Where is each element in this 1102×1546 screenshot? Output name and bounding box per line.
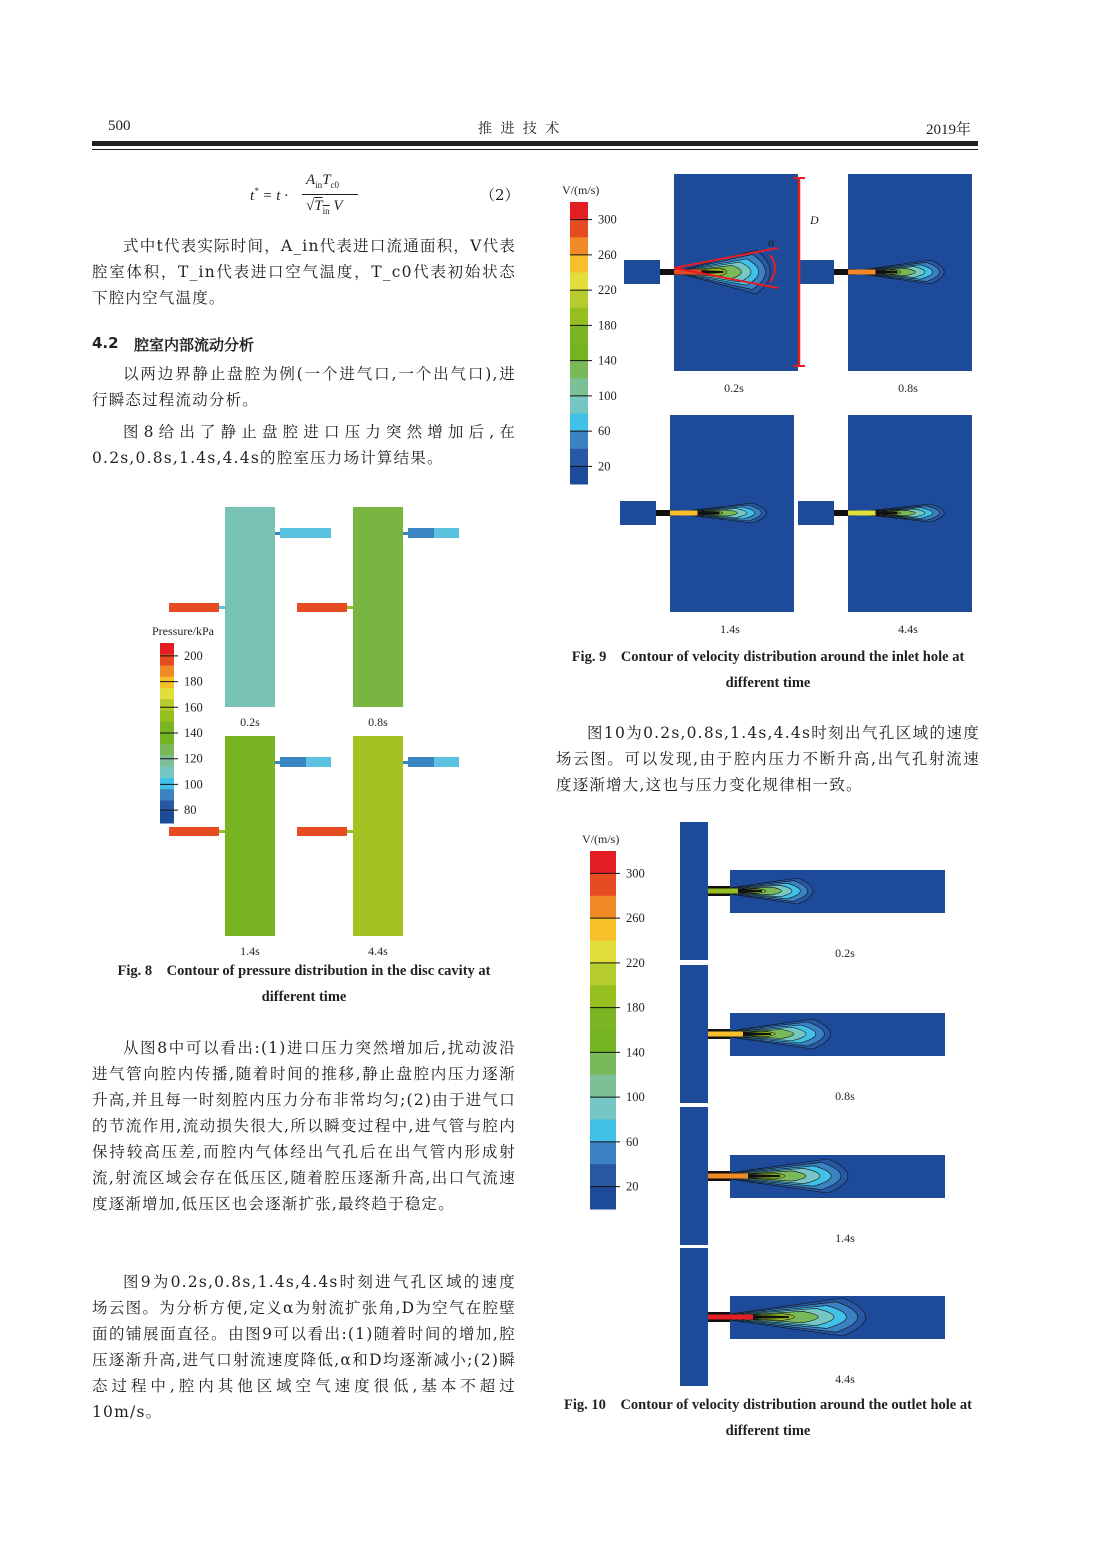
fig10-cavity-wall [680,822,708,960]
fig9-figure [560,170,980,640]
fig9-inlet-plenum [798,501,834,525]
fig9-legend-swatch [570,220,588,238]
fig8-outlet-hole [403,532,408,535]
fig9-inlet-hole [834,510,848,516]
fig8-legend-tick-label: 100 [184,777,203,792]
fig9-D-label: D [810,213,819,227]
page-number: 500 [108,118,131,134]
fig9-inlet-hole [660,269,674,275]
fig10-legend-title: V/(m/s) [582,832,620,846]
paragraph-definitions: 式中t代表实际时间，A_in代表进口流通面积，V代表腔室体积，T_in代表进口空气温度，T_c0代表初始状态下腔内空气温度。 [92,237,516,307]
journal-title: 推 进 技 术 [478,121,562,137]
fig10-cavity-wall [680,1107,708,1245]
fig10-cavity-wall [680,965,708,1103]
year: 2019年 [926,122,972,138]
fig9-jet-core-hot [848,270,876,275]
fig9-legend-title: V/(m/s) [562,183,600,197]
fig10-legend-tick-label: 180 [626,1000,645,1015]
fig9-legend-swatch [570,396,588,414]
fig8-panel-label: 0.8s [368,715,388,729]
fig9-panel-label: 1.4s [720,622,740,636]
fig10-legend-tick-label: 300 [626,866,645,881]
fig8-inlet-hole [347,830,353,833]
fig9-legend-swatch [570,237,588,255]
fig8-legend-swatch [160,677,174,689]
fig8-outlet-pipe-a [408,528,434,538]
fig10-panel-label: 1.4s [835,1231,855,1245]
fig8-outlet-pipe-b [306,528,331,538]
fig10-legend-tick-label: 60 [626,1134,639,1149]
fig10-legend-tick-label: 220 [626,955,645,970]
fig8-outlet-pipe-b [434,528,459,538]
fig9-legend-swatch [570,431,588,449]
fig8-cavity-0.8s [353,507,403,707]
fig8-legend-swatch [160,722,174,734]
fig10-legend-swatch [590,963,616,986]
fig9-contour-plot [560,170,980,640]
fig10-legend-swatch [590,1164,616,1187]
fig8-legend-swatch [160,688,174,700]
fig8-legend-tick-label: 160 [184,700,203,715]
fig8-legend-title: Pressure/kPa [152,624,214,638]
fig9-jet-core-hot [670,511,698,516]
fig8-legend-tick-label: 200 [184,648,203,663]
fig9-legend-tick-label: 20 [598,459,611,474]
fig10-legend-tick-label: 140 [626,1045,645,1060]
fig9-legend-swatch [570,255,588,273]
paragraph-fig10-intro: 图10为0.2s,0.8s,1.4s,4.4s时刻出气孔区域的速度场云图。可以发现,由于腔内压力不断升高,出气孔射流速度逐渐增大,这也与压力变化规律相一致。 [556,724,980,794]
fig8-legend-swatch [160,733,174,745]
fig8-inlet-pipe [297,603,347,612]
fig8-outlet-pipe-a [280,757,306,767]
fig8-inlet-hole [219,830,225,833]
fig10-legend-swatch [590,1075,616,1098]
fig10-legend-swatch [590,1052,616,1075]
fig8-legend-swatch [160,767,174,779]
fig8-legend-tick-label: 180 [184,674,203,689]
fig8-legend-swatch [160,756,174,768]
fig8-panel-label: 0.2s [240,715,260,729]
fig8-legend-swatch [160,666,174,678]
fig10-legend-tick-label: 260 [626,911,645,926]
fig8-cavity-1.4s [225,736,275,936]
fig9-legend-swatch [570,414,588,432]
fig8-outlet-hole [275,532,280,535]
fig9-legend-swatch [570,361,588,379]
fig8-legend-swatch [160,643,174,655]
fig8-legend-swatch [160,812,174,824]
fig8-legend-swatch [160,789,174,801]
fig8-legend-swatch [160,778,174,790]
fig8-inlet-hole [219,606,225,609]
fig10-panel-label: 0.2s [835,946,855,960]
fig10-legend-tick-label: 20 [626,1179,639,1194]
equation-number: （2） [480,186,520,204]
fig10-legend-swatch [590,896,616,919]
fig10-legend-tick-label: 100 [626,1090,645,1105]
header-rule-thick [92,141,978,146]
fig9-panel-label: 4.4s [898,622,918,636]
fig10-legend-swatch [590,1187,616,1210]
fig8-inlet-pipe [297,827,347,836]
fig8-outlet-hole [275,761,280,764]
fig9-inlet-plenum [620,501,656,525]
fig10-contour-plot [580,820,980,1390]
section-title: 腔室内部流动分析 [134,336,255,354]
fig8-outlet-pipe-a [408,757,434,767]
fig9-inlet-plenum [798,260,834,284]
fig8-outlet-pipe-b [306,757,331,767]
fig9-legend-swatch [570,466,588,484]
fig10-legend-swatch [590,1030,616,1053]
fig10-legend-swatch [590,985,616,1008]
fig10-legend-swatch [590,851,616,874]
fig9-legend-tick-label: 180 [598,318,617,333]
fig9-inlet-hole [656,510,670,516]
fig10-legend-swatch [590,873,616,896]
fig8-outlet-pipe-a [280,528,306,538]
fig9-legend-swatch [570,343,588,361]
fig8-legend-tick-label: 80 [184,803,197,818]
fig9-legend-tick-label: 260 [598,247,617,262]
fig10-legend-swatch [590,918,616,941]
fig8-contour-plot [140,500,520,960]
paragraph-fig8-intro: 图8给出了静止盘腔进口压力突然增加后,在0.2s,0.8s,1.4s,4.4s的腔室压力场计算结果。 [92,423,516,467]
fig10-panel-label: 4.4s [835,1372,855,1386]
fig9-legend-swatch [570,449,588,467]
fig8-inlet-hole [347,606,353,609]
fig8-legend-tick-label: 140 [184,726,203,740]
paragraph-fig8-analysis: 从图8中可以看出:(1)进口压力突然增加后,扰动波沿进气管向腔内传播,随着时间的推移,静止盘腔内压力逐渐升高,并且每一时刻腔内压力分布非常均匀;(2)由于进气口的节流作用,流动损失很大,所以瞬变过程中,进气管与腔内保持较高压差,而腔内气体经出气孔后在出气管内形成射流,射流区域会存在低压区,随着腔压逐渐升高,出口气流速度逐渐增加,低压区也会逐渐扩张,最终趋于稳定。 [92,1039,516,1213]
fig8-outlet-pipe-b [434,757,459,767]
fig9-alpha-label: α [768,235,775,249]
fig9-legend-swatch [570,325,588,343]
fig8-cavity-4.4s [353,736,403,936]
fig10-figure [580,820,980,1390]
fig9-legend-tick-label: 140 [598,353,617,368]
fig9-inlet-hole [834,269,848,275]
fig9-legend-tick-label: 220 [598,283,617,298]
fig9-legend-swatch [570,290,588,308]
fig10-jet-core-hot [708,1315,753,1320]
fig8-panel-label: 1.4s [240,944,260,958]
fig9-legend-tick-label: 100 [598,388,617,403]
header-rule-thin [92,149,978,150]
fig8-inlet-pipe [169,603,219,612]
fig10-legend-swatch [590,1097,616,1120]
fig9-legend-tick-label: 300 [598,212,617,227]
section-number: 4.2 [92,334,119,352]
fig8-figure [140,500,520,960]
fig8-inlet-pipe [169,827,219,836]
fig9-jet-core-hot [848,511,876,516]
fig9-legend-swatch [570,202,588,220]
fig9-legend-swatch [570,273,588,291]
fig8-panel-label: 4.4s [368,944,388,958]
fig9-legend-tick-label: 60 [598,424,611,439]
fig9-caption: Fig. 9 Contour of velocity distribution around the inlet hole at different time [571,649,965,691]
fig10-legend-swatch [590,1120,616,1143]
fig10-cavity-wall [680,1248,708,1386]
fig8-caption: Fig. 8 Contour of pressure distribution in the disc cavity at different time [117,963,491,1005]
fig8-outlet-hole [403,761,408,764]
fig10-panel-label: 0.8s [835,1089,855,1103]
fig10-legend-swatch [590,1142,616,1165]
fig9-legend-swatch [570,308,588,326]
paragraph-fig9-analysis: 图9为0.2s,0.8s,1.4s,4.4s时刻进气孔区域的速度场云图。为分析方便,定义α为射流扩张角,D为空气在腔壁面的铺展面直径。由图9可以看出:(1)随着时间的增加,腔压逐渐升高,进气口射流速度降低,α和D均逐渐减小;(2)瞬态过程中,腔内其他区域空气速度很低,基本不超过10m/s。 [92,1273,516,1421]
fig9-panel-label: 0.2s [724,381,744,395]
fig8-legend-swatch [160,699,174,711]
fig8-legend-tick-label: 120 [184,751,203,766]
fig10-jet-core-hot [708,1032,743,1037]
fig8-legend-swatch [160,744,174,756]
fig8-legend-swatch [160,711,174,723]
fig8-cavity-0.2s [225,507,275,707]
fig10-jet-core-hot [708,1174,748,1179]
fig10-caption: Fig. 10 Contour of velocity distribution around the outlet hole at different time [564,1397,972,1439]
fig9-legend-swatch [570,378,588,396]
fig10-jet-core-hot [708,889,738,894]
fig10-legend-swatch [590,941,616,964]
fig9-panel-label: 0.8s [898,381,918,395]
fig10-legend-swatch [590,1008,616,1031]
fig9-inlet-plenum [624,260,660,284]
paragraph-example: 以两边界静止盘腔为例(一个进气口,一个出气口),进行瞬态过程流动分析。 [92,365,516,409]
